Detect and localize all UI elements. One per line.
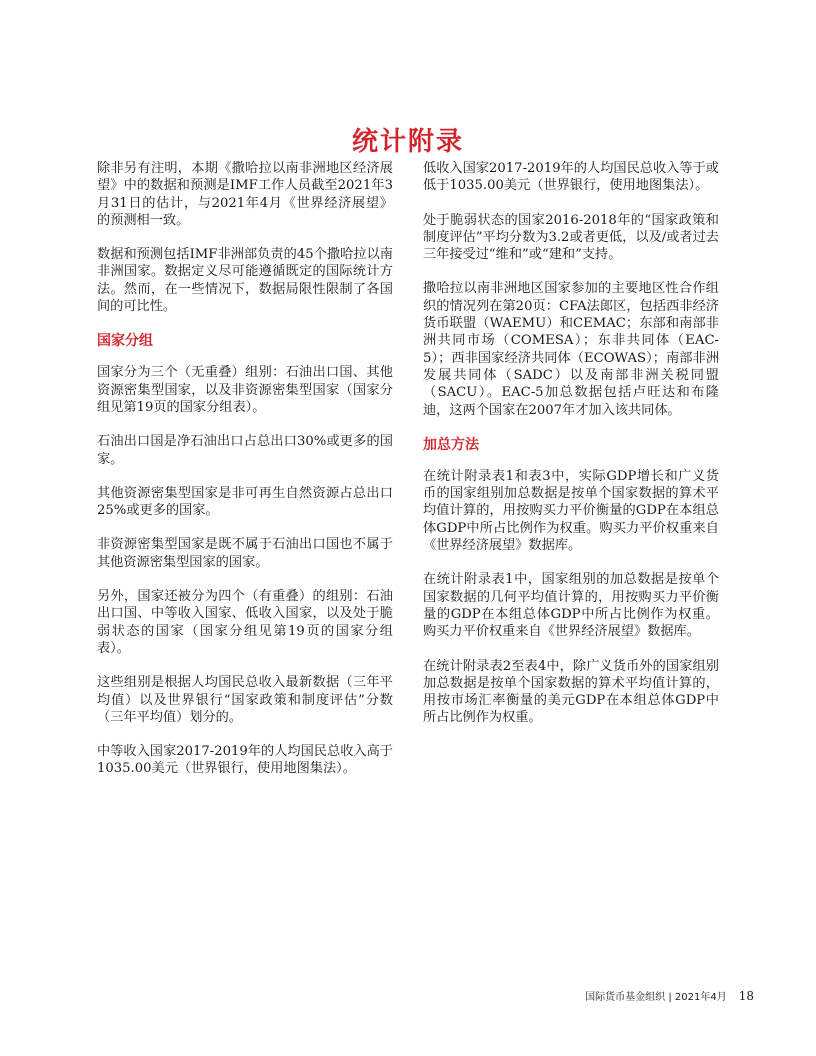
paragraph: 在统计附录表2至表4中，除广义货币外的国家组别加总数据是按单个国家数据的算术平均值计算的，用按市场汇率衡量的美元GDP在本组总体GDP中所占比例作为权重。 xyxy=(423,658,719,726)
paragraph: 石油出口国是净石油出口占总出口30%或更多的国家。 xyxy=(97,434,393,467)
paragraph: 国家分为三个（无重叠）组别：石油出口国、其他资源密集型国家，以及非资源密集型国家（国家分组见第19页的国家分组表）。 xyxy=(97,365,393,415)
left-column xyxy=(97,160,393,795)
footer-publication: 国际货币基金组织 | 2021年4月 xyxy=(585,992,727,1003)
paragraph: 低收入国家2017-2019年的人均国民总收入等于或低于1035.00美元（世界银行，使用地图集法）。 xyxy=(423,161,719,194)
right-column xyxy=(423,160,719,744)
paragraph: 非资源密集型国家是既不属于石油出口国也不属于其他资源密集型国家的国家。 xyxy=(97,537,393,570)
paragraph: 数据和预测包括IMF非洲部负责的45个撒哈拉以南非洲国家。数据定义尽可能遵循既定的国际统计方法。然而，在一些情况下，数据局限性限制了各国间的可比性。 xyxy=(97,247,393,315)
paragraph: 处于脆弱状态的国家2016-2018年的“国家政策和制度评估”平均分数为3.2或者更低，以及/或者过去三年接受过“维和”或“建和”支持。 xyxy=(423,212,719,263)
paragraph: 撒哈拉以南非洲地区国家参加的主要地区性合作组织的情况列在第20页：CFA法郎区，包括西非经济货币联盟（WAEMU）和CEMAC；东部和南部非洲共同市场（COMESA）；东非共同体（EAC-5）；西非国家经济共同体（ECOWAS）；南部非洲发展共同体（SADC）以及南部非洲关税同盟（SACU）。EAC-5加总数据包括卢旺达和布隆迪，这两个国家在2007年才加入该共同体。 xyxy=(423,281,719,418)
section-heading-aggregation-methods: 加总方法 xyxy=(423,436,479,453)
page-footer xyxy=(585,988,754,1003)
section-heading-country-groups: 国家分组 xyxy=(97,333,153,350)
paragraph: 在统计附录表1中，国家组别的加总数据是按单个国家数据的几何平均值计算的，用按购买力平价衡量的GDP在本组总体GDP中所占比例作为权重。购买力平价权重来自《世界经济展望》数据库。 xyxy=(423,572,719,640)
paragraph: 其他资源密集型国家是非可再生自然资源占总出口25%或更多的国家。 xyxy=(97,485,393,519)
page-title: 统计附录 xyxy=(351,127,464,158)
paragraph: 在统计附录表1和表3中，实际GDP增长和广义货币的国家组别加总数据是按单个国家数据的算术平均值计算的，用按购买力平价衡量的GDP在本组总体GDP中所占比例作为权重。购买力平价权重来自《世界经济展望》数据库。 xyxy=(423,468,719,554)
paragraph: 另外，国家还被分为四个（有重叠）的组别：石油出口国、中等收入国家、低收入国家，以及处于脆弱状态的国家（国家分组见第19页的国家分组表）。 xyxy=(97,589,393,656)
paragraph: 除非另有注明，本期《撒哈拉以南非洲地区经济展望》中的数据和预测是IMF工作人员截至2021年3月31日的估计，与2021年4月《世界经济展望》的预测相一致。 xyxy=(97,161,393,228)
paragraph: 这些组别是根据人均国民总收入最新数据（三年平均值）以及世界银行“国家政策和制度评估”分数（三年平均值）划分的。 xyxy=(97,675,393,725)
paragraph: 中等收入国家2017-2019年的人均国民总收入高于1035.00美元（世界银行，使用地图集法）。 xyxy=(97,744,393,777)
page-number: 18 xyxy=(738,989,754,1003)
